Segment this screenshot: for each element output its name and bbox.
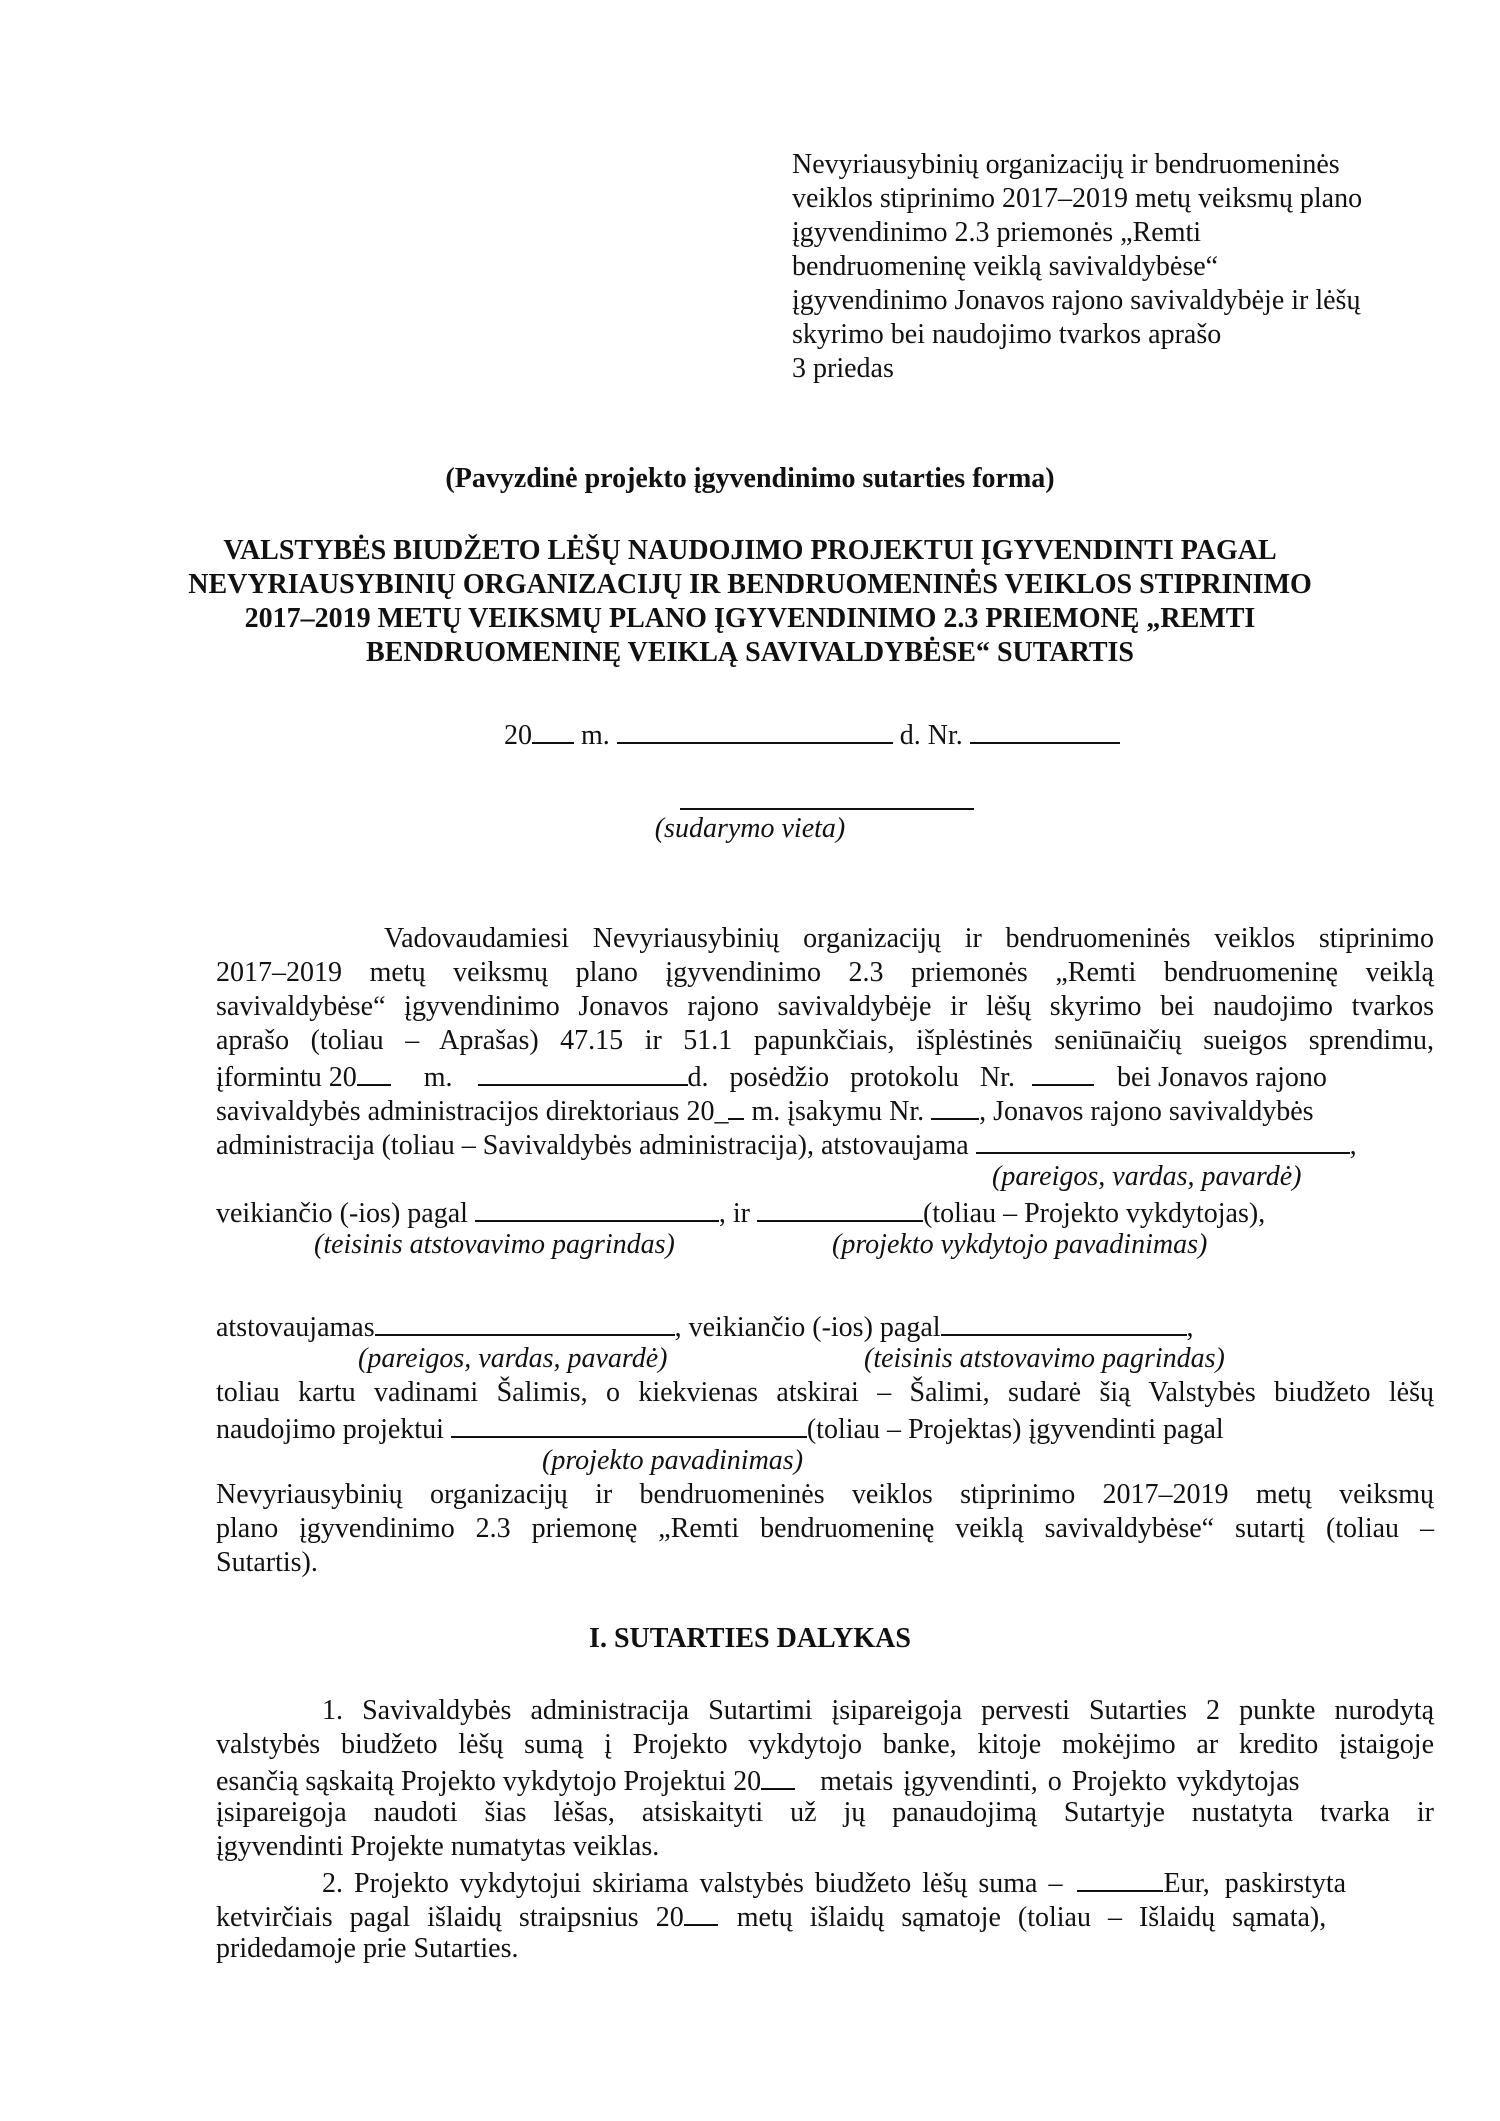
preamble-line-7 <box>216 1126 1357 1163</box>
preamble-line: 2017–2019 metų veiksmų plano įgyvendinimo 2.3 priemonės „Remti bendruomeninę veiklą <box>216 957 1434 988</box>
paragraph-line: įsipareigoja naudoti šias lėšas, atsiskaityti už jų panaudojimą Sutartyje nustatyta tvarka ir <box>216 1797 1434 1828</box>
paragraph-line: 1. Savivaldybės administracija Sutartimi įsipareigoja pervesti Sutarties 2 punkte nurodytą <box>322 1695 1434 1726</box>
blank[interactable] <box>541 1308 675 1336</box>
blank[interactable] <box>357 1058 391 1086</box>
preamble-line: plano įgyvendinimo 2.3 priemonę „Remti bendruomeninę veiklą savivaldybėse“ sutartį (toliau – <box>216 1513 1434 1544</box>
month-day-blank[interactable] <box>617 716 893 744</box>
text-fragment: m. įsakymu Nr. <box>751 1096 925 1127</box>
text-fragment: , veikiančio (-ios) pagal <box>674 1312 941 1343</box>
place-blank[interactable] <box>680 782 974 810</box>
annex-line: bendruomeninę veiklą savivaldybėse“ <box>792 251 1219 282</box>
paragraph-line: pridedamoje prie Sutarties. <box>216 1933 519 1964</box>
blank[interactable] <box>761 1762 795 1790</box>
blank[interactable] <box>475 1194 719 1222</box>
text-fragment: Eur, paskirstyta <box>1163 1868 1347 1899</box>
blank[interactable] <box>1032 1058 1094 1086</box>
text-fragment: metų išlaidų sąmatoje (toliau – Išlaidų sąmata), <box>736 1902 1327 1933</box>
text-fragment: d. posėdžio protokolu Nr. <box>687 1062 1015 1093</box>
blank[interactable] <box>478 1058 688 1086</box>
title-line: BENDRUOMENINĘ VEIKLĄ SAVIVALDYBĖSE“ SUTARTIS <box>366 637 1134 668</box>
blank[interactable] <box>728 1092 744 1120</box>
title-line: NEVYRIAUSYBINIŲ ORGANIZACIJŲ IR BENDRUOMENINĖS VEIKLOS STIPRINIMO <box>188 569 1312 600</box>
text-fragment: esančią sąskaitą Projekto vykdytojo Projektui 20 <box>216 1766 762 1797</box>
preamble-line: savivaldybėse“ įgyvendinimo Jonavos rajono savivaldybėje ir lėšų skyrimo bei naudojimo tvarkos <box>216 991 1434 1022</box>
text-fragment: (toliau – Projektas) įgyvendinti pagal <box>806 1414 1224 1445</box>
year-blank[interactable] <box>532 716 574 744</box>
preamble-line: Nevyriausybinių organizacijų ir bendruomeninės veiklos stiprinimo 2017–2019 metų veiksmų <box>216 1479 1434 1510</box>
paragraph-line: valstybės biudžeto lėšų sumą į Projekto vykdytojo banke, kitoje mokėjimo ar kredito įstaigoje <box>216 1729 1434 1760</box>
preamble-line: Sutartis). <box>216 1547 318 1578</box>
title-line: 2017–2019 METŲ VEIKSMŲ PLANO ĮGYVENDINIMO 2.3 PRIEMONĘ „REMTI <box>244 603 1256 634</box>
annex-line: įgyvendinimo 2.3 priemonės „Remti <box>792 217 1202 248</box>
text-fragment: (toliau – Projekto vykdytojas), <box>923 1198 1266 1229</box>
blank[interactable] <box>684 1898 718 1926</box>
title-line: VALSTYBĖS BIUDŽETO LĖŠŲ NAUDOJIMO PROJEKTUI ĮGYVENDINTI PAGAL <box>223 535 1277 566</box>
number-blank[interactable] <box>970 716 1120 744</box>
text-fragment: administracija (toliau – Savivaldybės administracija), atstovaujama <box>216 1130 969 1161</box>
preamble-line-9 <box>216 1308 1194 1345</box>
caption-pareigos: (pareigos, vardas, pavardė) <box>992 1161 1302 1192</box>
blank[interactable] <box>451 1410 807 1438</box>
date-nr-label: d. Nr. <box>899 720 963 751</box>
preamble-line: Vadovaudamiesi Nevyriausybinių organizacijų ir bendruomeninės veiklos stiprinimo <box>384 923 1434 954</box>
annex-note <box>792 148 1432 386</box>
date-line <box>504 716 1120 753</box>
preamble-line-5 <box>216 1058 1327 1095</box>
text-fragment: , Jonavos rajono savivaldybės <box>979 1096 1314 1127</box>
preamble-line-6 <box>216 1092 1314 1129</box>
paragraph-2-line-2 <box>216 1898 1326 1935</box>
preamble-line-8 <box>216 1194 1265 1231</box>
blank[interactable] <box>941 1308 1187 1336</box>
blank[interactable] <box>976 1126 1350 1154</box>
text-fragment: atstovaujamas <box>216 1312 375 1343</box>
annex-line: skyrimo bei naudojimo tvarkos aprašo <box>792 319 1222 350</box>
text-fragment: savivaldybės administracijos direktoriaus 20_ <box>216 1096 729 1127</box>
preamble-line-11 <box>216 1410 1224 1447</box>
caption-pareigos-2: (pareigos, vardas, pavardė) <box>358 1343 668 1374</box>
text-fragment: ketvirčiais pagal išlaidų straipsnius 20 <box>216 1902 684 1933</box>
caption-pagrindas: (teisinis atstovavimo pagrindas) <box>314 1229 675 1260</box>
text-fragment: naudojimo projektui <box>216 1414 444 1445</box>
form-label: (Pavyzdinė projekto įgyvendinimo sutarties forma) <box>445 463 1055 494</box>
text-fragment: m. <box>423 1062 453 1093</box>
annex-line: 3 priedas <box>792 353 894 384</box>
text-fragment: veikiančio (-ios) pagal <box>216 1198 468 1229</box>
preamble-line: aprašo (toliau – Aprašas) 47.15 ir 51.1 papunkčiais, išplėstinės seniūnaičių sueigos sprendimu, <box>216 1025 1434 1056</box>
blank[interactable] <box>757 1194 923 1222</box>
text-fragment: , <box>1186 1312 1194 1343</box>
text-fragment: 2. Projekto vykdytojui skiriama valstybės biudžeto lėšų suma – <box>322 1868 1063 1899</box>
text-fragment: įformintu 20 <box>216 1062 357 1093</box>
annex-line: įgyvendinimo Jonavos rajono savivaldybėje ir lėšų <box>792 285 1361 316</box>
blank[interactable] <box>931 1092 979 1120</box>
place-caption: (sudarymo vieta) <box>654 813 846 844</box>
text-fragment: metais įgyvendinti, o Projekto vykdytojas <box>820 1766 1300 1797</box>
section-heading: I. SUTARTIES DALYKAS <box>589 1623 911 1654</box>
preamble-line: toliau kartu vadinami Šalimis, o kiekvienas atskirai – Šalimi, sudarė šią Valstybės biudžeto lėšų <box>216 1377 1434 1408</box>
paragraph-line-3 <box>216 1762 1300 1799</box>
document-title <box>0 534 1500 670</box>
blank[interactable] <box>375 1308 541 1336</box>
date-year: 20 <box>504 720 532 751</box>
annex-line: veiklos stiprinimo 2017–2019 metų veiksmų plano <box>792 183 1363 214</box>
paragraph-line: įgyvendinti Projekte numatytas veiklas. <box>216 1831 660 1862</box>
paragraph-2-line-1 <box>322 1864 1346 1901</box>
date-month-label: m. <box>581 720 610 751</box>
annex-line: Nevyriausybinių organizacijų ir bendruomeninės <box>792 149 1340 180</box>
text-fragment: , <box>1349 1130 1357 1161</box>
caption-projekto-pavadinimas: (projekto pavadinimas) <box>542 1445 804 1476</box>
caption-vykdytojas: (projekto vykdytojo pavadinimas) <box>832 1229 1208 1260</box>
text-fragment: , ir <box>718 1198 751 1229</box>
text-fragment: bei Jonavos rajono <box>1116 1062 1327 1093</box>
amount-blank[interactable] <box>1077 1864 1163 1892</box>
caption-pagrindas-2: (teisinis atstovavimo pagrindas) <box>864 1343 1225 1374</box>
